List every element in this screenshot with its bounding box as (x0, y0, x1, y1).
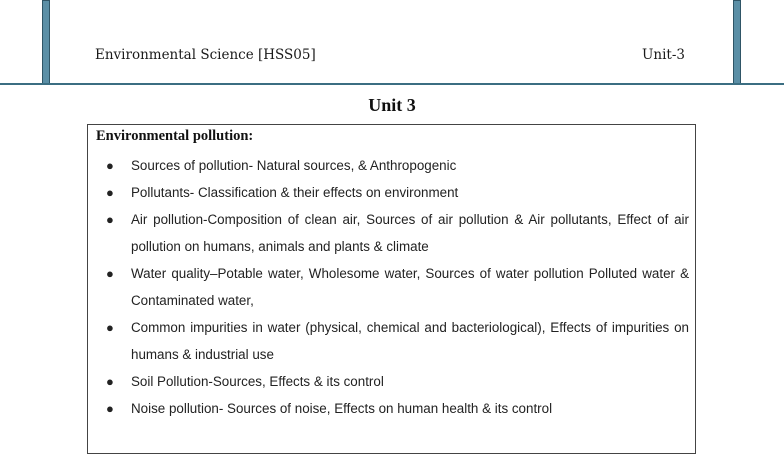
bullet-icon: ● (106, 266, 114, 281)
bullet-icon: ● (106, 374, 114, 389)
header-divider (0, 83, 784, 85)
bullet-icon: ● (106, 320, 114, 335)
list-item-text: Sources of pollution- Natural sources, & Anthropogenic (131, 158, 457, 173)
list-item (88, 260, 697, 314)
bullet-icon: ● (106, 158, 114, 173)
list-item (88, 314, 697, 368)
bullet-icon: ● (106, 185, 114, 200)
list-item (88, 368, 697, 395)
list-item (88, 206, 697, 260)
header-left-decorative-bar (42, 0, 50, 84)
list-item-text: Noise pollution- Sources of noise, Effects on human health & its control (131, 401, 553, 416)
list-item-text: Common impurities in water (physical, chemical and bacteriological), Effects of impurities on humans & industrial use (131, 320, 689, 362)
bullet-icon: ● (106, 212, 114, 227)
list-item (88, 395, 697, 422)
list-item-text: Air pollution-Composition of clean air, Sources of air pollution & Air pollutants, Effect of air pollution on humans, animals and plants & climate (131, 212, 689, 254)
list-item-text: Water quality–Potable water, Wholesome water, Sources of water pollution Polluted water & Contaminated water, (131, 266, 689, 308)
list-item-text: Pollutants- Classification & their effects on environment (131, 185, 459, 200)
section-heading: Environmental pollution: (96, 128, 254, 144)
page-title: Unit 3 (368, 95, 416, 115)
bullet-icon: ● (106, 401, 114, 416)
header-right-decorative-bar (733, 0, 741, 84)
course-title: Environmental Science [HSS05] (95, 47, 316, 63)
syllabus-box (87, 124, 696, 454)
list-item (88, 152, 697, 179)
topic-list (88, 152, 697, 422)
unit-label: Unit-3 (642, 47, 685, 63)
list-item (88, 179, 697, 206)
list-item-text: Soil Pollution-Sources, Effects & its control (131, 374, 384, 389)
